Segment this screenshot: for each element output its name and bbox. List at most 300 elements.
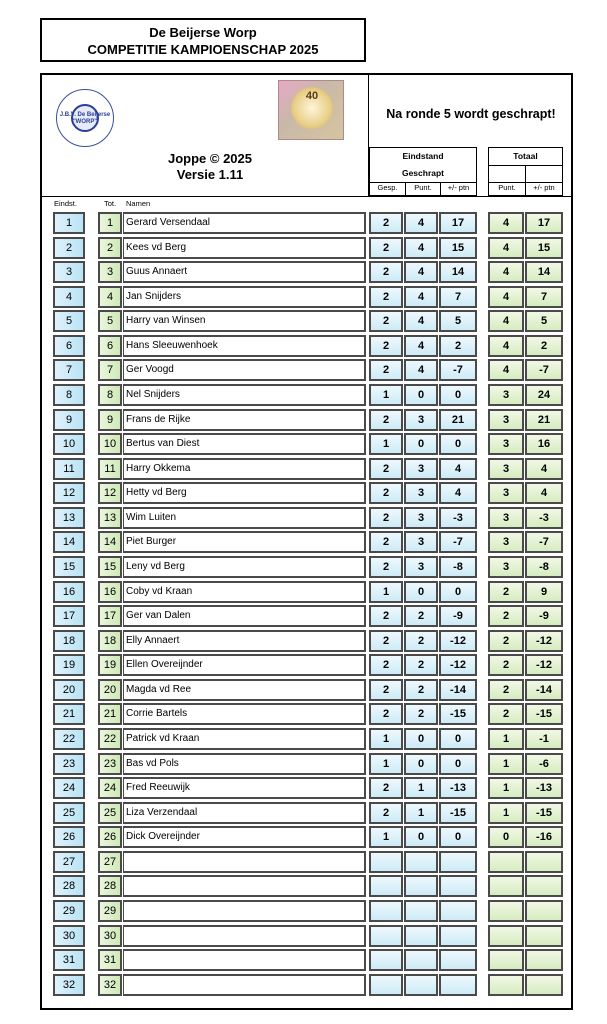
totaal-punten-cell: 4 — [488, 310, 524, 332]
plusmin-cell: 2 — [439, 335, 477, 357]
anniversary-number: 40 — [305, 90, 319, 102]
totaal-plusmin-cell: -3 — [525, 507, 563, 529]
table-row — [42, 409, 571, 432]
totaal-punten-cell: 1 — [488, 802, 524, 824]
punten-cell: 0 — [404, 384, 438, 406]
rank-cell: 28 — [53, 875, 85, 897]
total-rank-cell: 31 — [98, 949, 122, 971]
table-row — [42, 433, 571, 456]
rank-cell: 9 — [53, 409, 85, 431]
sheet-header — [42, 75, 571, 197]
anniversary-logo-icon — [278, 80, 344, 140]
gespeeld-cell: 2 — [369, 310, 403, 332]
rank-cell: 15 — [53, 556, 85, 578]
table-row — [42, 581, 571, 604]
punten-cell — [404, 851, 438, 873]
rank-cell: 25 — [53, 802, 85, 824]
total-rank-cell: 20 — [98, 679, 122, 701]
total-rank-cell: 21 — [98, 703, 122, 725]
table-row — [42, 384, 571, 407]
punten-cell: 3 — [404, 482, 438, 504]
total-rank-cell: 32 — [98, 974, 122, 996]
standings-sheet — [40, 73, 573, 1010]
player-name-cell: Hans Sleeuwenhoek — [123, 335, 366, 357]
punten-cell — [404, 925, 438, 947]
player-name-cell: Corrie Bartels — [123, 703, 366, 725]
totaal-punten-cell: 4 — [488, 212, 524, 234]
table-row — [42, 753, 571, 776]
totaal-plusmin-cell: -6 — [525, 753, 563, 775]
rank-cell: 13 — [53, 507, 85, 529]
total-rank-cell: 17 — [98, 605, 122, 627]
gespeeld-cell: 2 — [369, 630, 403, 652]
title-line1: De Beijerse Worp — [149, 25, 257, 40]
gespeeld-cell: 1 — [369, 753, 403, 775]
rank-cell: 24 — [53, 777, 85, 799]
punten-cell: 2 — [404, 630, 438, 652]
plusmin-cell: -13 — [439, 777, 477, 799]
rank-cell: 2 — [53, 237, 85, 259]
player-name-cell — [123, 974, 366, 996]
punten-cell — [404, 949, 438, 971]
rank-cell: 7 — [53, 359, 85, 381]
total-rank-cell: 19 — [98, 654, 122, 676]
gespeeld-cell — [369, 925, 403, 947]
totaal-punten-cell — [488, 900, 524, 922]
plusmin-cell: -12 — [439, 630, 477, 652]
rank-cell: 10 — [53, 433, 85, 455]
player-name-cell: Nel Snijders — [123, 384, 366, 406]
total-rank-cell: 2 — [98, 237, 122, 259]
totaal-punten-cell: 4 — [488, 359, 524, 381]
totaal-plusmin-cell — [525, 851, 563, 873]
punten-cell: 4 — [404, 237, 438, 259]
totaal-plusmin-cell: -13 — [525, 777, 563, 799]
header-left — [42, 75, 369, 196]
punten-cell: 2 — [404, 703, 438, 725]
totaal-punten-cell: 1 — [488, 753, 524, 775]
total-rank-cell: 5 — [98, 310, 122, 332]
gespeeld-cell: 2 — [369, 703, 403, 725]
totaal-plusmin-cell: 15 — [525, 237, 563, 259]
totaal-punten-cell: 4 — [488, 335, 524, 357]
totaal-punten-cell: 3 — [488, 531, 524, 553]
plusmin-cell: -7 — [439, 359, 477, 381]
player-name-cell: Harry Okkema — [123, 458, 366, 480]
total-rank-cell: 14 — [98, 531, 122, 553]
totaal-punten-cell — [488, 851, 524, 873]
player-name-cell: Harry van Winsen — [123, 310, 366, 332]
totaal-punten-cell: 1 — [488, 777, 524, 799]
player-name-cell: Wim Luiten — [123, 507, 366, 529]
title-line2: COMPETITIE KAMPIOENSCHAP 2025 — [87, 42, 319, 57]
rank-cell: 1 — [53, 212, 85, 234]
plusmin-cell: 0 — [439, 826, 477, 848]
totaal-plusmin-cell: 17 — [525, 212, 563, 234]
gespeeld-cell — [369, 851, 403, 873]
eindstand-header — [369, 147, 477, 196]
totaal-plusmin-cell: -12 — [525, 654, 563, 676]
rank-cell: 14 — [53, 531, 85, 553]
gespeeld-cell: 1 — [369, 581, 403, 603]
punten-cell: 2 — [404, 654, 438, 676]
gespeeld-cell: 2 — [369, 531, 403, 553]
totaal-plusmin-cell: 4 — [525, 482, 563, 504]
plusmin-cell: 0 — [439, 581, 477, 603]
punten-cell: 4 — [404, 212, 438, 234]
rank-cell: 17 — [53, 605, 85, 627]
plusmin-cell: 5 — [439, 310, 477, 332]
player-name-cell — [123, 875, 366, 897]
rank-cell: 3 — [53, 261, 85, 283]
table-row — [42, 826, 571, 849]
table-row — [42, 605, 571, 628]
rank-cell: 32 — [53, 974, 85, 996]
table-row — [42, 777, 571, 800]
rank-cell: 8 — [53, 384, 85, 406]
punten-cell: 0 — [404, 728, 438, 750]
gespeeld-cell: 2 — [369, 409, 403, 431]
totaal-punten-cell: 2 — [488, 581, 524, 603]
rank-cell: 29 — [53, 900, 85, 922]
totaal-punten-cell — [488, 925, 524, 947]
table-row — [42, 286, 571, 309]
totaal-plusmin-cell: -8 — [525, 556, 563, 578]
rank-cell: 21 — [53, 703, 85, 725]
table-row — [42, 925, 571, 948]
gespeeld-cell: 1 — [369, 728, 403, 750]
player-name-cell: Kees vd Berg — [123, 237, 366, 259]
plusmin-cell: 0 — [439, 384, 477, 406]
punten-cell: 4 — [404, 359, 438, 381]
totaal-plusmin-cell: 2 — [525, 335, 563, 357]
total-rank-cell: 13 — [98, 507, 122, 529]
totaal-punten-cell: 3 — [488, 433, 524, 455]
totaal-punten-cell: 3 — [488, 384, 524, 406]
punten-cell: 4 — [404, 310, 438, 332]
table-row — [42, 507, 571, 530]
plusmin-cell — [439, 875, 477, 897]
total-rank-cell: 27 — [98, 851, 122, 873]
totaal-plusmin-cell — [525, 900, 563, 922]
rank-cell: 23 — [53, 753, 85, 775]
table-row — [42, 802, 571, 825]
rank-cell: 6 — [53, 335, 85, 357]
punten-cell: 2 — [404, 605, 438, 627]
totaal-punten-cell: 4 — [488, 286, 524, 308]
plusmin-cell: 0 — [439, 433, 477, 455]
plusmin-cell — [439, 900, 477, 922]
table-row — [42, 359, 571, 382]
gespeeld-cell — [369, 949, 403, 971]
table-row — [42, 531, 571, 554]
col-eindst: Eindst. — [54, 199, 77, 208]
total-rank-cell: 25 — [98, 802, 122, 824]
player-name-cell: Dick Overeijnder — [123, 826, 366, 848]
player-name-cell: Patrick vd Kraan — [123, 728, 366, 750]
total-rank-cell: 1 — [98, 212, 122, 234]
plusmin-cell: 21 — [439, 409, 477, 431]
punten-cell: 3 — [404, 507, 438, 529]
gespeeld-cell: 2 — [369, 335, 403, 357]
total-rank-cell: 26 — [98, 826, 122, 848]
plusmin-cell: 4 — [439, 458, 477, 480]
player-name-cell: Liza Verzendaal — [123, 802, 366, 824]
player-name-cell — [123, 925, 366, 947]
totaal-plusmin-cell: 21 — [525, 409, 563, 431]
table-row — [42, 261, 571, 284]
table-row — [42, 728, 571, 751]
gespeeld-cell: 2 — [369, 359, 403, 381]
totaal-plusmin-cell: -15 — [525, 802, 563, 824]
punten-cell: 3 — [404, 531, 438, 553]
player-name-cell: Magda vd Ree — [123, 679, 366, 701]
plusmin-cell — [439, 851, 477, 873]
total-rank-cell: 15 — [98, 556, 122, 578]
gespeeld-cell: 2 — [369, 777, 403, 799]
gespeeld-cell: 1 — [369, 384, 403, 406]
version: Versie 1.11 — [176, 167, 244, 182]
gespeeld-cell: 2 — [369, 605, 403, 627]
gespeeld-cell: 2 — [369, 458, 403, 480]
player-name-cell: Ger Voogd — [123, 359, 366, 381]
total-rank-cell: 29 — [98, 900, 122, 922]
table-row — [42, 875, 571, 898]
totaal-plusmin-cell: 14 — [525, 261, 563, 283]
totaal-punten-cell: 2 — [488, 679, 524, 701]
plusmin-cell: -12 — [439, 654, 477, 676]
player-name-cell — [123, 851, 366, 873]
total-rank-cell: 4 — [98, 286, 122, 308]
player-name-cell — [123, 949, 366, 971]
total-rank-cell: 30 — [98, 925, 122, 947]
punten-cell: 3 — [404, 556, 438, 578]
plusmin-cell: -3 — [439, 507, 477, 529]
table-row — [42, 212, 571, 235]
plusmin-cell — [439, 949, 477, 971]
plusmin-cell: -15 — [439, 802, 477, 824]
rank-cell: 30 — [53, 925, 85, 947]
gespeeld-cell: 2 — [369, 802, 403, 824]
totaal-plusmin-cell: 4 — [525, 458, 563, 480]
total-rank-cell: 23 — [98, 753, 122, 775]
total-rank-cell: 12 — [98, 482, 122, 504]
gespeeld-cell: 2 — [369, 654, 403, 676]
plusmin-cell: 0 — [439, 728, 477, 750]
gespeeld-cell: 2 — [369, 212, 403, 234]
total-rank-cell: 11 — [98, 458, 122, 480]
eindstand-subtitle: Geschrapt — [401, 168, 445, 178]
plusmin-cell: 14 — [439, 261, 477, 283]
total-rank-cell: 8 — [98, 384, 122, 406]
punten-cell: 4 — [404, 286, 438, 308]
brand-name: Joppe © 2025 — [167, 151, 252, 166]
totaal-punten-cell: 3 — [488, 556, 524, 578]
col-punt: Punt. — [405, 183, 440, 196]
total-rank-cell: 6 — [98, 335, 122, 357]
totaal-punten-cell — [488, 875, 524, 897]
total-rank-cell: 7 — [98, 359, 122, 381]
table-row — [42, 482, 571, 505]
totaal-plusmin-cell: -9 — [525, 605, 563, 627]
totaal-plusmin-cell: 9 — [525, 581, 563, 603]
plusmin-cell: -7 — [439, 531, 477, 553]
table-row — [42, 851, 571, 874]
rank-cell: 4 — [53, 286, 85, 308]
plusmin-cell: 0 — [439, 753, 477, 775]
schrap-note: Na ronde 5 wordt geschrapt! — [386, 107, 556, 121]
plusmin-cell: -8 — [439, 556, 477, 578]
rank-cell: 18 — [53, 630, 85, 652]
punten-cell: 3 — [404, 458, 438, 480]
totaal-plusmin-cell: -7 — [525, 359, 563, 381]
plusmin-cell: -15 — [439, 703, 477, 725]
player-name-cell: Fred Reeuwijk — [123, 777, 366, 799]
totaal-punten-cell: 2 — [488, 654, 524, 676]
total-rank-cell: 22 — [98, 728, 122, 750]
rank-cell: 11 — [53, 458, 85, 480]
gespeeld-cell — [369, 875, 403, 897]
gespeeld-cell: 2 — [369, 237, 403, 259]
totaal-plusmin-cell: -12 — [525, 630, 563, 652]
totaal-header — [488, 147, 563, 196]
table-row — [42, 237, 571, 260]
col-tpm: +/- ptn — [525, 183, 562, 196]
punten-cell: 3 — [404, 409, 438, 431]
plusmin-cell: -9 — [439, 605, 477, 627]
rank-cell: 31 — [53, 949, 85, 971]
totaal-plusmin-cell: 24 — [525, 384, 563, 406]
totaal-punten-cell: 1 — [488, 728, 524, 750]
rank-cell: 16 — [53, 581, 85, 603]
plusmin-cell: 4 — [439, 482, 477, 504]
punten-cell: 2 — [404, 679, 438, 701]
gespeeld-cell — [369, 900, 403, 922]
total-rank-cell: 10 — [98, 433, 122, 455]
player-name-cell: Piet Burger — [123, 531, 366, 553]
gespeeld-cell: 1 — [369, 433, 403, 455]
totaal-punten-cell: 3 — [488, 458, 524, 480]
totaal-plusmin-cell — [525, 949, 563, 971]
table-row — [42, 703, 571, 726]
player-name-cell: Bertus van Diest — [123, 433, 366, 455]
rank-cell: 20 — [53, 679, 85, 701]
gespeeld-cell: 2 — [369, 261, 403, 283]
table-row — [42, 556, 571, 579]
rank-cell: 26 — [53, 826, 85, 848]
totaal-punten-cell: 4 — [488, 237, 524, 259]
eindstand-title: Eindstand — [402, 151, 444, 161]
gespeeld-cell: 2 — [369, 679, 403, 701]
table-row — [42, 900, 571, 923]
table-row — [42, 335, 571, 358]
totaal-punten-cell: 0 — [488, 826, 524, 848]
col-tot: Tot. — [104, 199, 117, 208]
punten-cell: 4 — [404, 261, 438, 283]
rank-cell: 27 — [53, 851, 85, 873]
player-name-cell: Gerard Versendaal — [123, 212, 366, 234]
col-namen: Namen — [126, 199, 151, 208]
col-pm: +/- ptn — [440, 183, 476, 196]
total-rank-cell: 16 — [98, 581, 122, 603]
player-name-cell: Ellen Overeijnder — [123, 654, 366, 676]
totaal-plusmin-cell: 7 — [525, 286, 563, 308]
total-rank-cell: 3 — [98, 261, 122, 283]
totaal-punten-cell — [488, 974, 524, 996]
totaal-plusmin-cell: -14 — [525, 679, 563, 701]
totaal-plusmin-cell — [525, 875, 563, 897]
rank-cell: 5 — [53, 310, 85, 332]
player-name-cell: Leny vd Berg — [123, 556, 366, 578]
plusmin-cell: 15 — [439, 237, 477, 259]
totaal-punten-cell: 4 — [488, 261, 524, 283]
punten-cell: 0 — [404, 581, 438, 603]
totaal-plusmin-cell: -1 — [525, 728, 563, 750]
totaal-plusmin-cell — [525, 925, 563, 947]
brand — [42, 151, 368, 183]
table-row — [42, 458, 571, 481]
total-rank-cell: 24 — [98, 777, 122, 799]
punten-cell — [404, 900, 438, 922]
total-rank-cell: 28 — [98, 875, 122, 897]
rank-cell: 22 — [53, 728, 85, 750]
gespeeld-cell: 2 — [369, 286, 403, 308]
gespeeld-cell: 2 — [369, 507, 403, 529]
plusmin-cell — [439, 974, 477, 996]
punten-cell: 1 — [404, 802, 438, 824]
table-row — [42, 310, 571, 333]
totaal-punten-cell: 3 — [488, 482, 524, 504]
totaal-punten-cell: 3 — [488, 409, 524, 431]
punten-cell: 4 — [404, 335, 438, 357]
totaal-punten-cell — [488, 949, 524, 971]
table-row — [42, 630, 571, 653]
gespeeld-cell: 2 — [369, 482, 403, 504]
table-row — [42, 679, 571, 702]
col-gesp: Gesp. — [377, 183, 398, 192]
player-name-cell: Ger van Dalen — [123, 605, 366, 627]
player-name-cell: Bas vd Pols — [123, 753, 366, 775]
totaal-plusmin-cell: -7 — [525, 531, 563, 553]
totaal-plusmin-cell: -15 — [525, 703, 563, 725]
punten-cell — [404, 974, 438, 996]
player-name-cell: Hetty vd Berg — [123, 482, 366, 504]
table-row — [42, 654, 571, 677]
player-name-cell: Frans de Rijke — [123, 409, 366, 431]
gespeeld-cell — [369, 974, 403, 996]
plusmin-cell: -14 — [439, 679, 477, 701]
totaal-punten-cell: 2 — [488, 703, 524, 725]
player-name-cell — [123, 900, 366, 922]
title-box — [40, 18, 366, 62]
total-rank-cell: 18 — [98, 630, 122, 652]
totaal-plusmin-cell: -16 — [525, 826, 563, 848]
club-logo-text: J.B.V. De Beijerse "WORP" — [59, 112, 111, 125]
punten-cell: 1 — [404, 777, 438, 799]
player-name-cell: Coby vd Kraan — [123, 581, 366, 603]
total-rank-cell: 9 — [98, 409, 122, 431]
player-name-cell: Jan Snijders — [123, 286, 366, 308]
player-name-cell: Guus Annaert — [123, 261, 366, 283]
player-name-cell: Elly Annaert — [123, 630, 366, 652]
rank-cell: 19 — [53, 654, 85, 676]
totaal-plusmin-cell — [525, 974, 563, 996]
plusmin-cell: 7 — [439, 286, 477, 308]
totaal-plusmin-cell: 5 — [525, 310, 563, 332]
table-row — [42, 949, 571, 972]
plusmin-cell — [439, 925, 477, 947]
punten-cell: 0 — [404, 433, 438, 455]
